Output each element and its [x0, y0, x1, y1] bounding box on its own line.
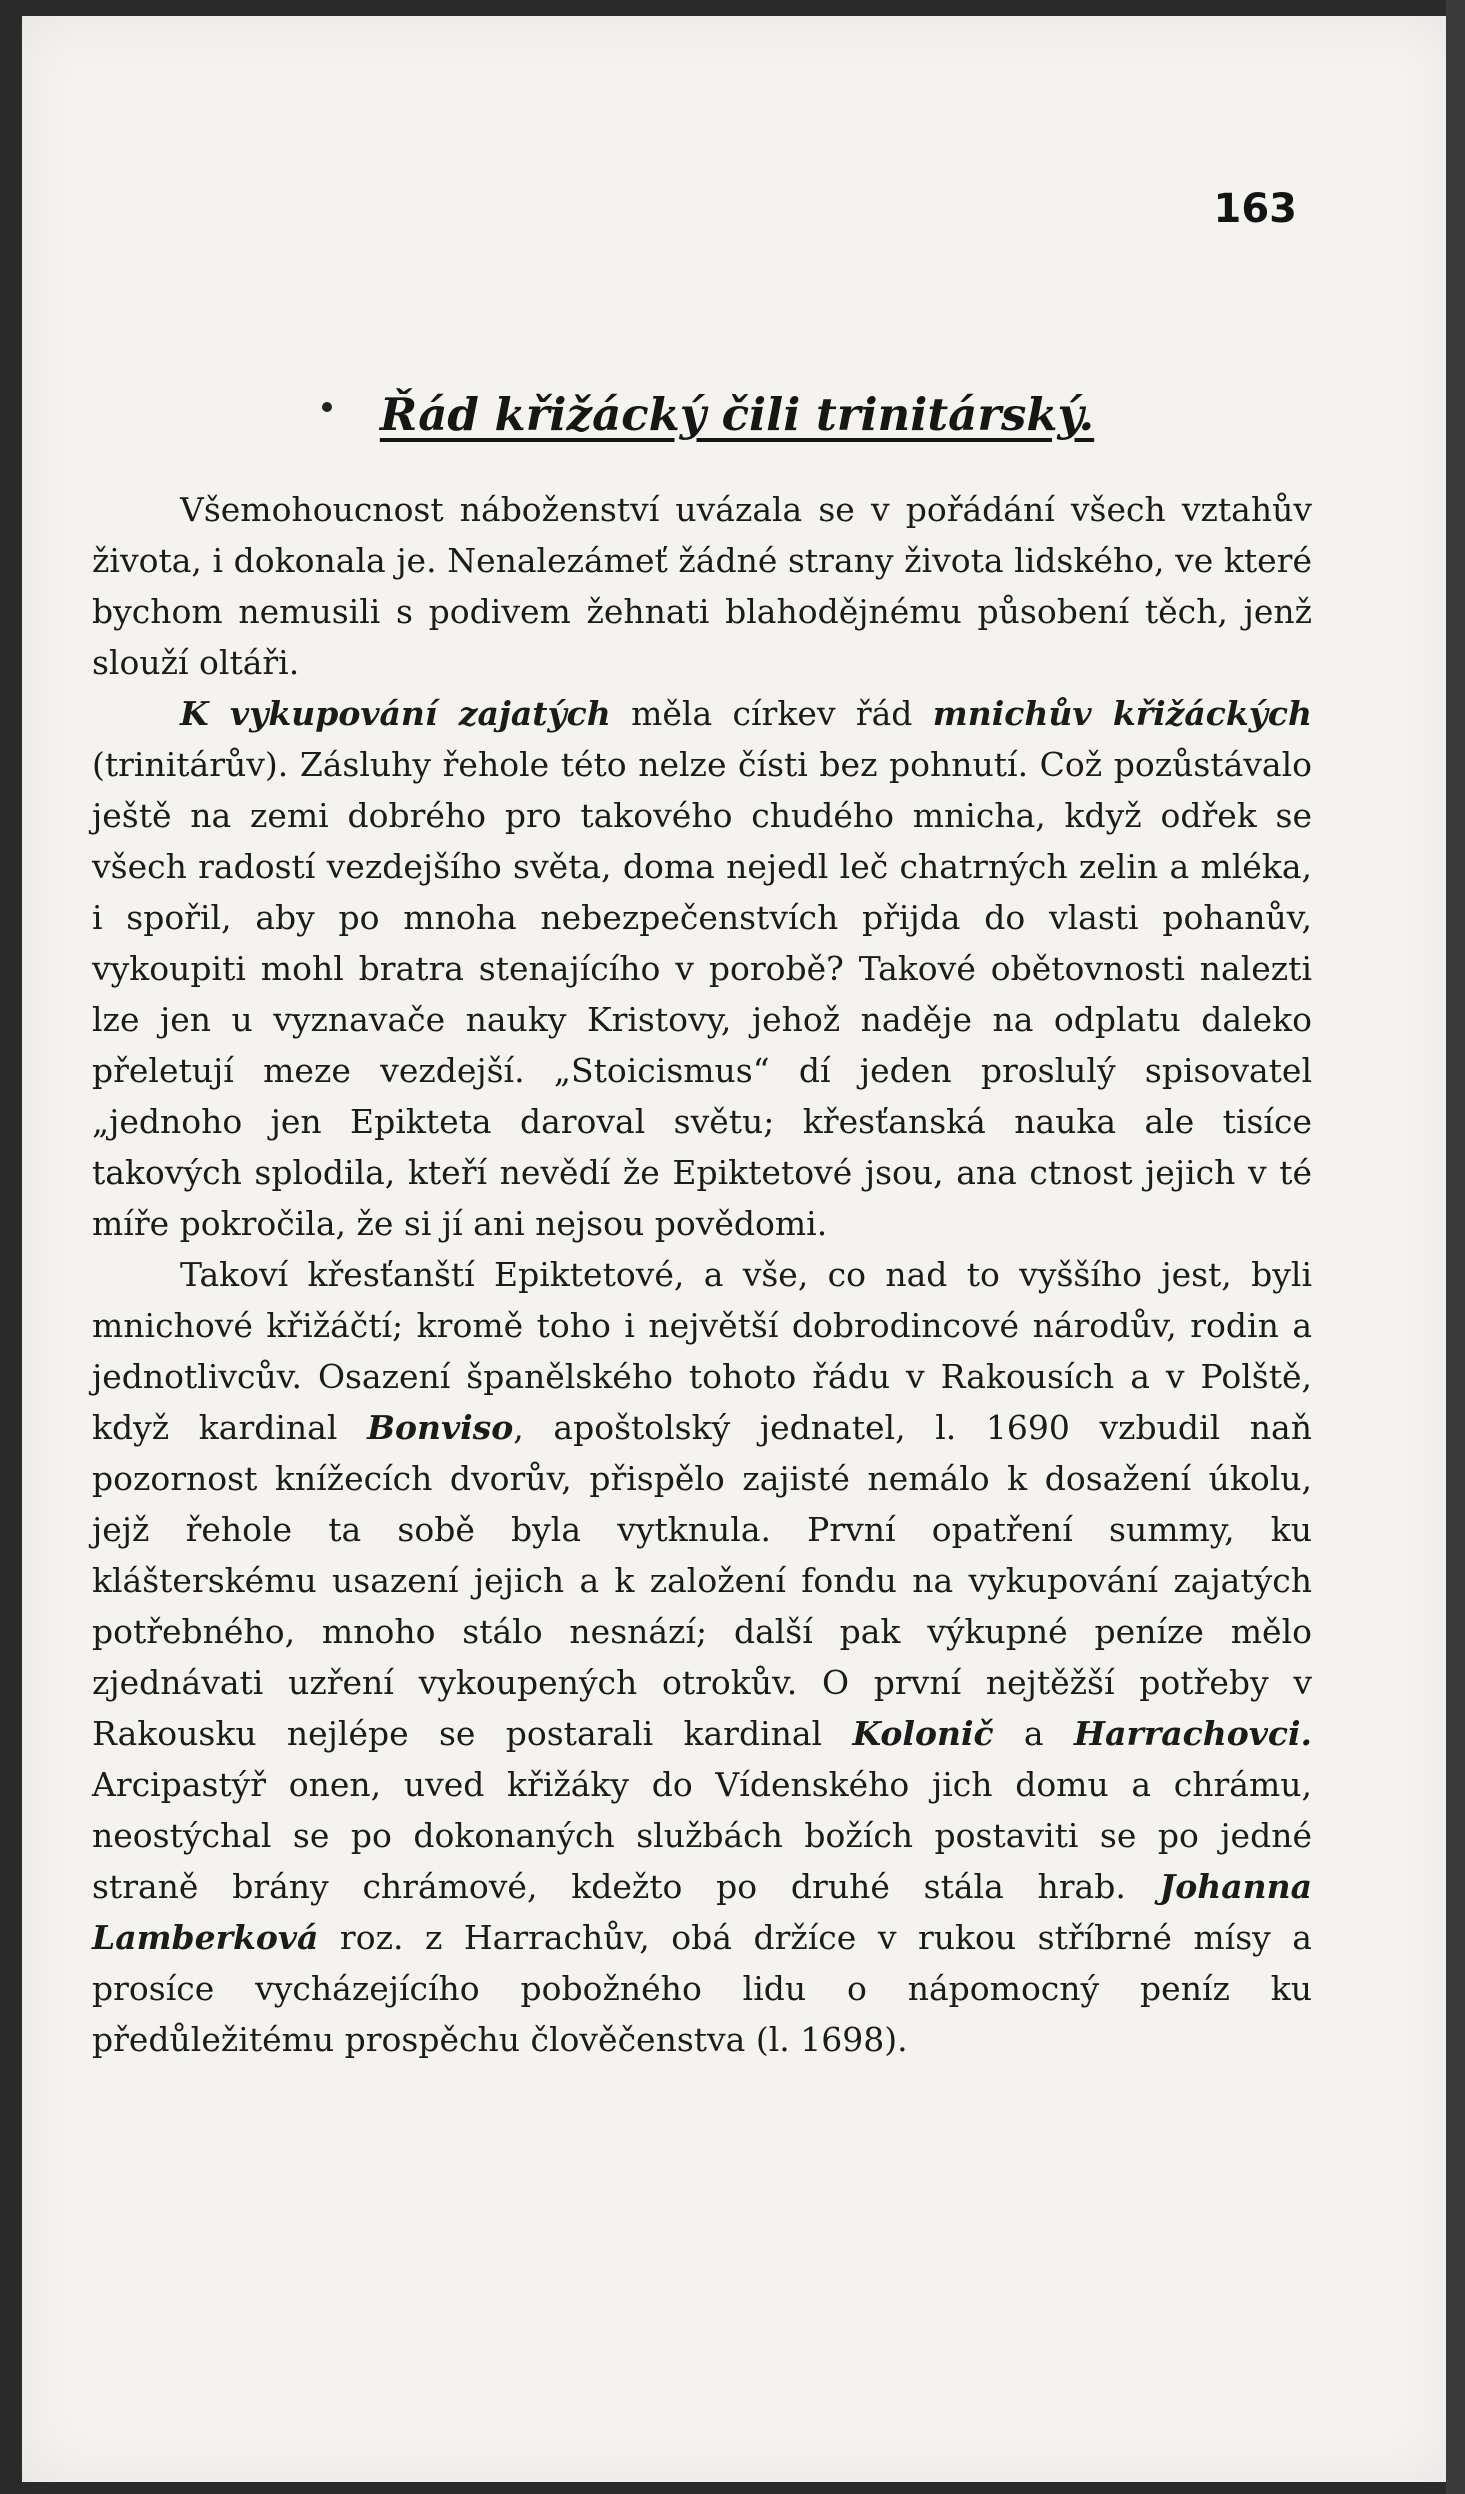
paragraph	[92, 484, 1312, 688]
italic-run: K vykupování zajatých	[180, 694, 611, 733]
text-run: , apoštolský jednatel, l. 1690 vzbudil naň pozornost knížecích dvorův, přispělo zajisté nemálo k dosažení úkolu, jejž řehole ta sobě byla vytknula. První opatření summy, ku klášterskému usazení jejich a k založení fondu na vykupování zajatých potřebného, mnoho stálo nesnází; další pak výkupné peníze mělo zjednávati uzření vykoupených otrokův. O první nejtěžší potřeby v Rakousku nejlépe se postarali kardinal	[92, 1408, 1312, 1753]
paragraph	[92, 688, 1312, 1249]
body-text	[92, 484, 1312, 2065]
page-number: 163	[1213, 186, 1297, 232]
italic-run: Kolonič	[852, 1714, 994, 1753]
text-run: Všemohoucnost náboženství uvázala se v pořádání všech vztahův života, i dokonala je. Nenalezámeť žádné strany života lidského, ve které bychom nemusili s podivem žehnati blahodějnému působení těch, jenž slouží oltáři.	[92, 490, 1312, 682]
italic-run: Harrachovci.	[1073, 1714, 1313, 1753]
italic-run: Johanna Lamberková	[92, 1867, 1312, 1957]
text-run: (trinitárův). Zásluhy řehole této nelze čísti bez pohnutí. Což pozůstávalo ještě na zemi dobrého pro takového chudého mnicha, když odřek se všech radostí vezdejšího světa, doma nejedl leč chatrných zelin a mléka, i spořil, aby po mnoha nebezpečenstvích přijda do vlasti pohanův, vykoupiti mohl bratra stenajícího v porobě? Takové obětovnosti nalezti lze jen u vyznavače nauky Kristovy, jehož naděje na odplatu daleko přeletují meze vezdejší. „Stoicismus“ dí jeden proslulý spisovatel „jednoho jen Epikteta daroval světu; křesťanská nauka ale tisíce takových splodila, kteří nevědí že Epiktetové jsou, ana ctnost jejich v té míře pokročila, že si jí ani nejsou povědomi.	[92, 745, 1312, 1243]
chapter-title: Řád křižácký čili trinitárský.	[379, 388, 1095, 441]
text-run: Arcipastýř onen, uved křižáky do Vídenského jich domu a chrámu, neostýchal se po dokonaných službách božích postaviti se po jedné straně brány chrámové, kdežto po druhé stála hrab.	[92, 1765, 1312, 1906]
italic-run: mnichův křižáckých	[932, 694, 1312, 733]
page-edge	[1446, 0, 1465, 2494]
text-run: Takoví křesťanští Epiktetové, a vše, co nad to vyššího jest, byli mnichové křižáčtí; kromě toho i největší dobrodincové národův, rodin a jednotlivcův. Osazení španělského tohoto řádu v Rakousích a v Polště, když kardinal	[92, 1255, 1312, 1447]
paragraph	[92, 1249, 1312, 2065]
text-run: měla církev řád	[610, 694, 933, 733]
text-run: a	[993, 1714, 1074, 1753]
book-page	[22, 16, 1452, 2482]
italic-run: Bonviso	[367, 1408, 514, 1447]
text-run: roz. z Harrachův, obá držíce v rukou stříbrné mísy a prosíce vycházejícího pobožného lidu o nápomocný peníz ku předůležitému prospěchu člověčenstva (l. 1698).	[92, 1918, 1312, 2059]
